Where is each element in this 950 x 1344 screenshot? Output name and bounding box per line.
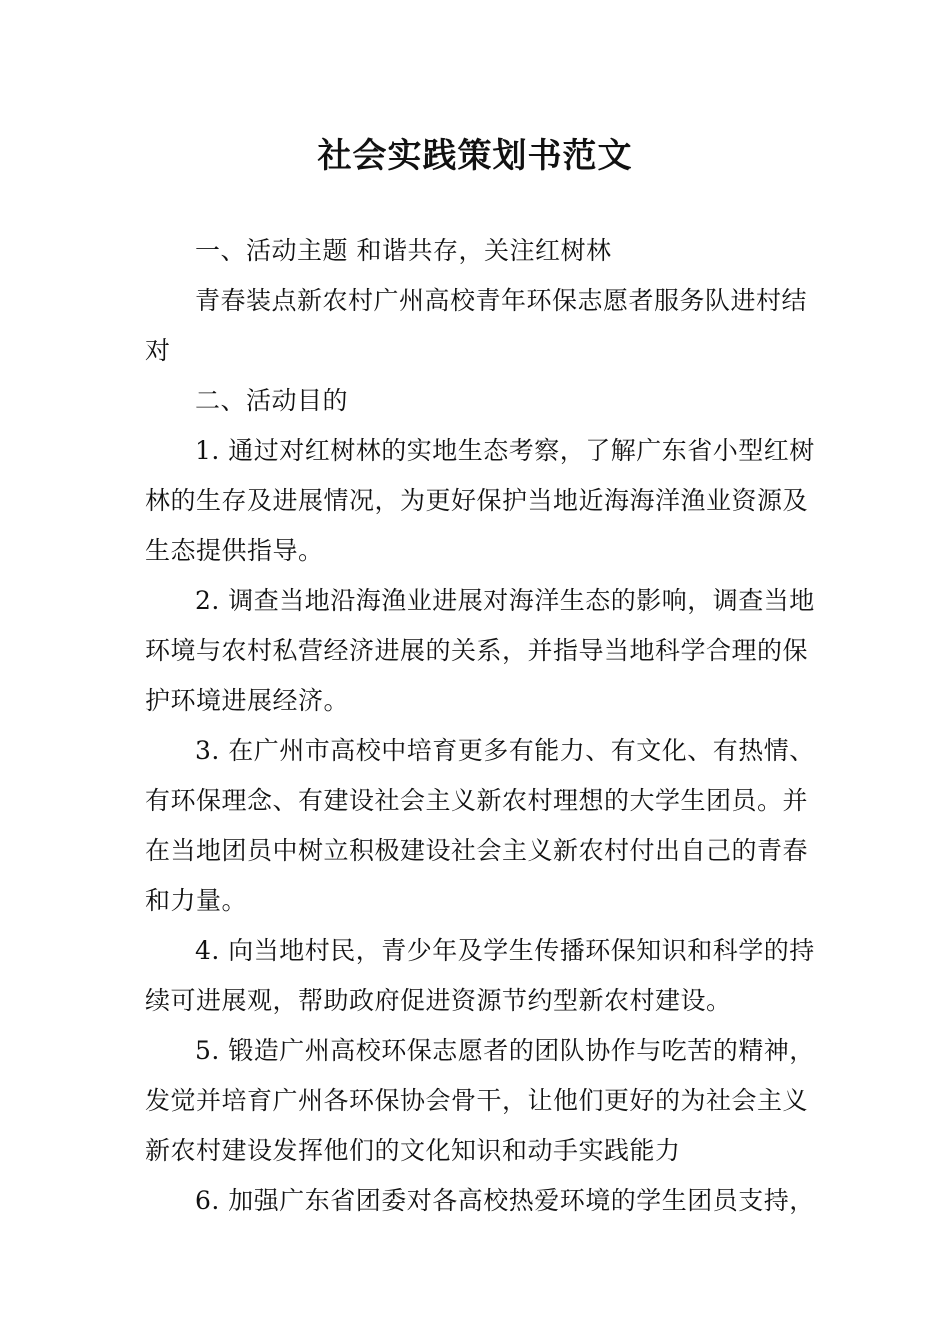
paragraph-purpose-3: 3. 在广州市高校中培育更多有能力、有文化、有热情、有环保理念、有建设社会主义新农村理想的大学生团员。并在当地团员中树立积极建设社会主义新农村付出自己的青春和力量。 bbox=[145, 736, 815, 915]
paragraph-theme-subtitle: 青春装点新农村广州高校青年环保志愿者服务队进村结对 bbox=[145, 286, 808, 365]
paragraph-purpose-4: 4. 向当地村民，青少年及学生传播环保知识和科学的持续可进展观，帮助政府促进资源节约型新农村建设。 bbox=[145, 936, 815, 1015]
document-title: 社会实践策划书范文 bbox=[317, 136, 633, 176]
paragraph-purpose-5: 5. 锻造广州高校环保志愿者的团队协作与吃苦的精神，发觉并培育广州各环保协会骨干，让他们更好的为社会主义新农村建设发挥他们的文化知识和动手实践能力 bbox=[145, 1036, 815, 1165]
paragraph-activity-theme: 一、活动主题 和谐共存，关注红树林 bbox=[195, 236, 612, 265]
paragraph-activity-purpose-heading: 二、活动目的 bbox=[195, 386, 349, 415]
paragraph-purpose-2: 2. 调查当地沿海渔业进展对海洋生态的影响，调查当地环境与农村私营经济进展的关系，并指导当地科学合理的保护环境进展经济。 bbox=[145, 586, 815, 715]
document-body bbox=[145, 226, 815, 1226]
paragraph-purpose-6: 6. 加强广东省团委对各高校热爱环境的学生团员支持， bbox=[195, 1186, 815, 1215]
paragraph-purpose-1: 1. 通过对红树林的实地生态考察，了解广东省小型红树林的生存及进展情况，为更好保护当地近海海洋渔业资源及生态提供指导。 bbox=[145, 436, 815, 565]
